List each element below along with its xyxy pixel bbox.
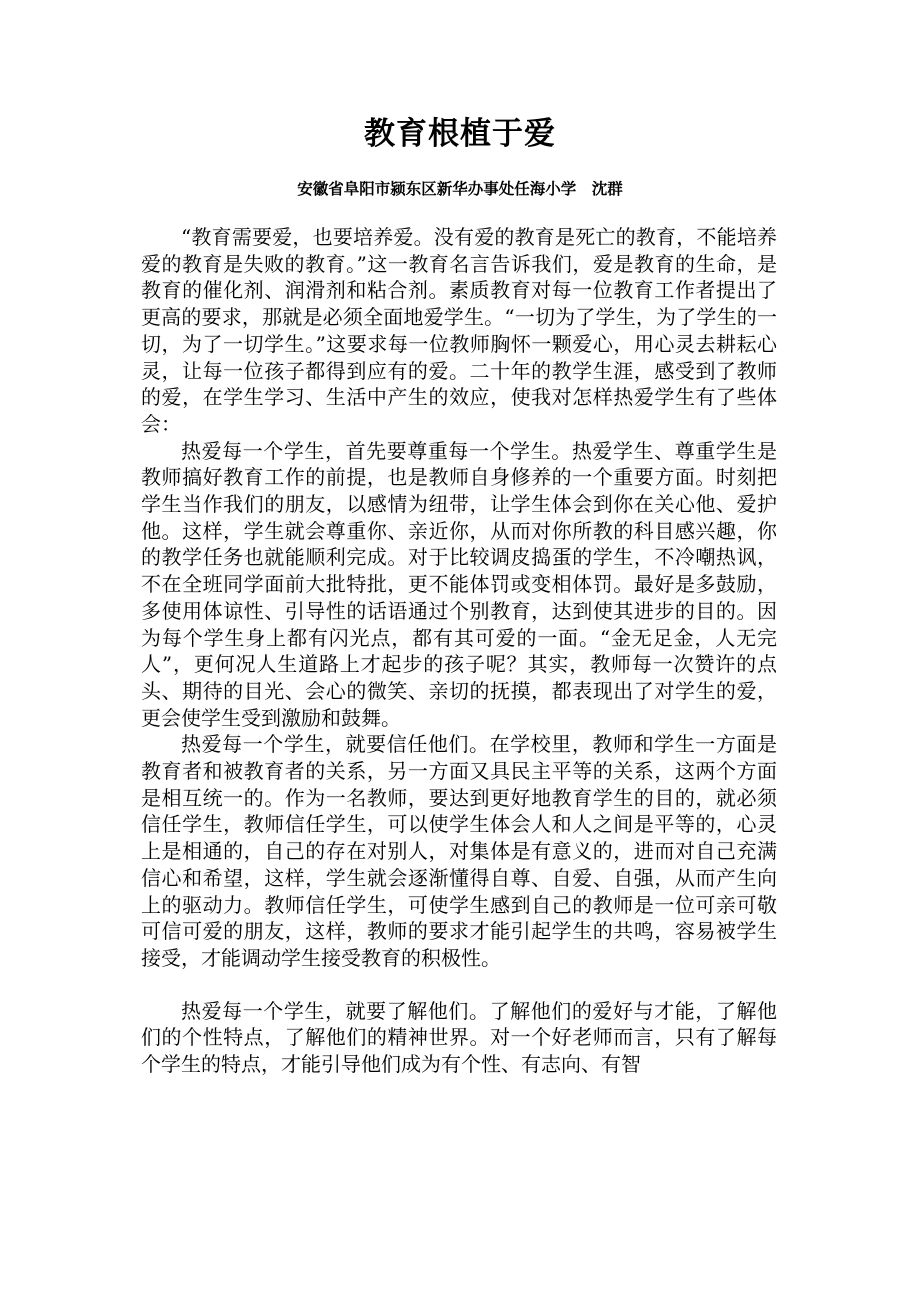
- paragraph-respect: 热爱每一个学生，首先要尊重每一个学生。热爱学生、尊重学生是教师搞好教育工作的前提，也是教师自身修养的一个重要方面。时刻把学生当作我们的朋友，以感情为纽带，让学生体会到你在关心他、爱护他。这样，学生就会尊重你、亲近你，从而对你所教的科目感兴趣，你的教学任务也就能顺利完成。对于比较调皮捣蛋的学生，不冷嘲热讽，不在全班同学面前大批特批，更不能体罚或变相体罚。最好是多鼓励，多使用体谅性、引导性的话语通过个别教育，达到使其进步的目的。因为每个学生身上都有闪光点，都有其可爱的一面。“金无足金，人无完人”，更何况人生道路上才起步的孩子呢？其实，教师每一次赞许的点头、期待的目光、会心的微笑、亲切的抚摸，都表现出了对学生的爱，更会使学生受到激励和鼓舞。: [141, 438, 777, 730]
- page-title: 教育根植于爱: [364, 116, 556, 152]
- paragraph-trust: 热爱每一个学生，就要信任他们。在学校里，教师和学生一方面是教育者和被教育者的关系，另一方面又具民主平等的关系，这两个方面是相互统一的。作为一名教师，要达到更好地教育学生的目的，就必须信任学生，教师信任学生，可以使学生体会人和人之间是平等的，心灵上是相通的，自己的存在对别人，对集体是有意义的，进而对自己充满信心和希望，这样，学生就会逐渐懂得自尊、自爱、自强，从而产生向上的驱动力。教师信任学生，可使学生感到自己的教师是一位可亲可敬可信可爱的朋友，这样，教师的要求才能引起学生的共鸣，容易被学生接受，才能调动学生接受教育的积极性。: [141, 732, 777, 970]
- author-byline: 安徽省阜阳市颍东区新华办事处任海小学 沈群: [297, 180, 623, 198]
- paragraph-understand: 热爱每一个学生，就要了解他们。了解他们的爱好与才能，了解他们的个性特点，了解他们的精神世界。对一个好老师而言，只有了解每个学生的特点，才能引导他们成为有个性、有志向、有智: [141, 998, 777, 1077]
- paragraph-intro: “教育需要爱，也要培养爱。没有爱的教育是死亡的教育，不能培养爱的教育是失败的教育。”这一教育名言告诉我们，爱是教育的生命，是教育的催化剂、润滑剂和粘合剂。素质教育对每一位教育工作者提出了更高的要求，那就是必须全面地爱学生。“一切为了学生，为了学生的一切，为了一切学生。”这要求每一位教师胸怀一颗爱心，用心灵去耕耘心灵，让每一位孩子都得到应有的爱。二十年的教学生涯，感受到了教师的爱，在学生学习、生活中产生的效应，使我对怎样热爱学生有了些体会：: [141, 225, 777, 436]
- article-body: [141, 224, 777, 1078]
